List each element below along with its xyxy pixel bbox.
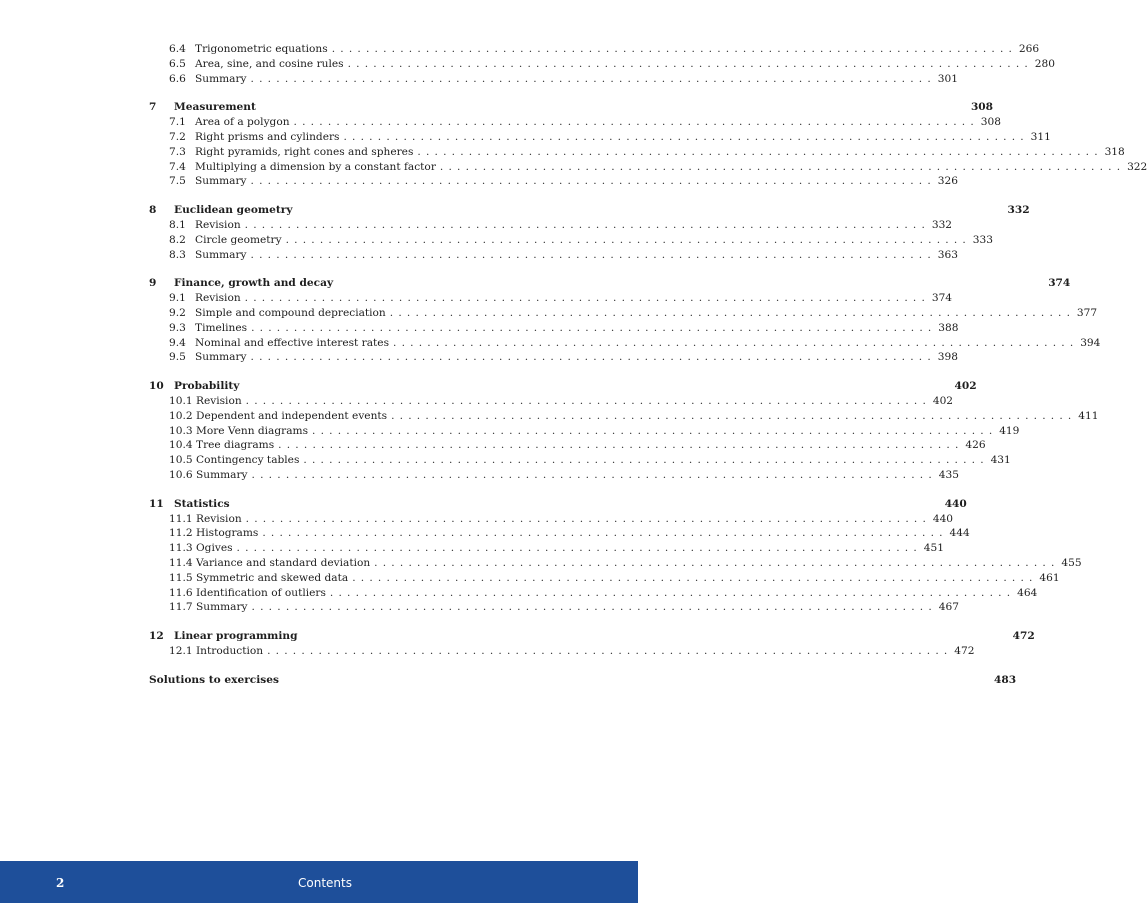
entry-page: 411	[1078, 409, 1099, 422]
chapter-number: 12	[149, 630, 164, 643]
entry-page: 419	[999, 424, 1020, 437]
entry-number: 11.4	[169, 556, 193, 569]
dot-leader: ................................................................................	[278, 439, 964, 452]
entry-page: 332	[931, 218, 953, 231]
chapter-heading[interactable]	[149, 379, 977, 394]
toc-entry[interactable]	[149, 57, 1055, 72]
toc-entry[interactable]	[149, 394, 954, 409]
chapter-number: 11	[149, 497, 164, 510]
entry-page: 374	[931, 292, 953, 305]
toc-entry[interactable]	[149, 600, 959, 615]
entry-number: 7.5	[169, 175, 186, 188]
chapter-title: Linear programming	[174, 630, 298, 643]
toc-entry[interactable]	[149, 541, 944, 556]
entry-number: 7.3	[169, 145, 186, 158]
toc-entry[interactable]	[149, 248, 958, 263]
toc-entry[interactable]	[149, 586, 1038, 601]
chapter-page: 308	[970, 101, 994, 114]
dot-leader: ................................................................................	[251, 601, 937, 614]
toc-entry[interactable]	[149, 145, 1125, 160]
entry-number: 11.6	[169, 586, 193, 599]
entry-number: 9.1	[169, 292, 186, 305]
leader-space	[260, 100, 971, 115]
dot-leader: ................................................................................	[267, 644, 953, 657]
toc-entry[interactable]	[149, 321, 959, 336]
entry-number: 10.5	[169, 454, 193, 467]
entry-page: 451	[923, 542, 944, 555]
leader-space	[296, 203, 1007, 218]
leader-space	[243, 379, 954, 394]
entry-number: 11.3	[169, 542, 193, 555]
entry-title: Revision	[195, 292, 241, 305]
entry-page: 467	[938, 601, 959, 614]
entry-title: Introduction	[196, 644, 264, 657]
entry-number: 10.1	[169, 394, 193, 407]
entry-title: Revision	[196, 394, 242, 407]
dot-leader: ................................................................................	[329, 586, 1016, 599]
entry-title: Nominal and effective interest rates	[195, 336, 390, 349]
entry-number: 7.1	[169, 116, 186, 129]
entry-page: 464	[1017, 586, 1038, 599]
entry-page: 402	[932, 394, 954, 407]
dot-leader: ................................................................................	[312, 424, 998, 437]
chapter-heading[interactable]	[149, 100, 994, 115]
entry-number: 7.2	[169, 130, 186, 143]
entry-title: Contingency tables	[196, 454, 300, 467]
entry-number: 9.5	[169, 351, 186, 364]
entry-page: 311	[1030, 130, 1051, 143]
entry-number: 8.3	[169, 248, 186, 261]
dot-leader: ................................................................................	[343, 130, 1029, 143]
solutions-heading[interactable]	[149, 673, 1017, 688]
dot-leader: ................................................................................	[250, 248, 936, 261]
toc-entry[interactable]	[149, 571, 1060, 586]
toc-entry[interactable]	[149, 160, 1147, 175]
page-number: 2	[56, 876, 65, 890]
entry-title: Right prisms and cylinders	[195, 130, 340, 143]
entry-number: 8.1	[169, 218, 186, 231]
entry-title: More Venn diagrams	[196, 424, 309, 437]
toc-entry[interactable]	[149, 42, 1040, 57]
entry-title: Histograms	[196, 527, 259, 540]
dot-leader: ................................................................................	[250, 175, 936, 188]
entry-page: 426	[965, 439, 986, 452]
dot-leader: ................................................................................	[374, 556, 1060, 569]
dot-leader: ................................................................................	[236, 542, 922, 555]
dot-leader: ................................................................................	[244, 292, 931, 305]
toc-entry[interactable]	[149, 526, 970, 541]
chapter-page: 440	[944, 497, 967, 510]
toc-chapter-11	[149, 497, 1082, 615]
toc-entry[interactable]	[149, 218, 953, 233]
toc-entry[interactable]	[149, 233, 993, 248]
entry-title: Circle geometry	[195, 233, 282, 246]
toc-entry[interactable]	[149, 350, 958, 365]
entry-number: 10.4	[169, 439, 193, 452]
dot-leader: ................................................................................	[303, 454, 989, 467]
table-of-contents	[149, 42, 1147, 687]
entry-number: 11.2	[169, 527, 193, 540]
entry-number: 6.4	[169, 43, 186, 55]
dot-leader: ................................................................................	[250, 351, 936, 364]
chapter-title: Measurement	[174, 101, 256, 114]
chapter-heading[interactable]	[149, 203, 1030, 218]
entry-number: 11.7	[169, 601, 193, 614]
chapter-title: Statistics	[174, 497, 230, 510]
chapter-page: 374	[1048, 277, 1071, 290]
entry-number: 12.1	[169, 644, 193, 657]
chapter-title: Finance, growth and decay	[174, 277, 334, 290]
entry-number: 9.4	[169, 336, 186, 349]
leader-space	[283, 673, 994, 688]
entry-number: 10.2	[169, 409, 193, 422]
dot-leader: ................................................................................	[391, 409, 1077, 422]
toc-chapter-12	[149, 629, 1035, 659]
toc-section-6-continued	[149, 42, 1055, 86]
footer-title: Contents	[298, 876, 352, 890]
dot-leader: ................................................................................	[250, 72, 936, 85]
entry-page: 333	[972, 233, 993, 246]
dot-leader: ................................................................................	[262, 527, 948, 540]
chapter-page: 472	[1012, 630, 1035, 643]
leader-space	[302, 629, 1013, 644]
dot-leader: ................................................................................	[417, 145, 1103, 158]
entry-title: Revision	[195, 218, 241, 231]
chapter-number: 8	[149, 204, 157, 217]
toc-chapter-9	[149, 276, 1101, 365]
leader-space	[337, 276, 1048, 291]
chapter-number: 7	[149, 101, 157, 114]
toc-entry[interactable]	[149, 174, 958, 189]
toc-chapter-7	[149, 100, 1147, 189]
entry-page: 394	[1080, 336, 1101, 349]
entry-number: 11.5	[169, 571, 193, 584]
entry-page: 363	[937, 248, 958, 261]
entry-page: 455	[1061, 556, 1082, 569]
entry-page: 326	[937, 175, 958, 188]
dot-leader: ................................................................................	[251, 321, 937, 334]
entry-page: 308	[980, 116, 1001, 129]
entry-title: Symmetric and skewed data	[196, 571, 349, 584]
chapter-number: 9	[149, 277, 157, 290]
entry-number: 7.4	[169, 160, 186, 173]
entry-title: Identification of outliers	[196, 586, 326, 599]
entry-title: Summary	[195, 351, 247, 364]
entry-page: 377	[1076, 306, 1098, 319]
toc-entry[interactable]	[149, 306, 1098, 321]
dot-leader: ................................................................................	[389, 306, 1076, 319]
entry-title: Summary	[195, 72, 247, 85]
page-footer	[0, 861, 638, 903]
entry-title: Dependent and independent events	[196, 409, 388, 422]
entry-number: 9.3	[169, 321, 186, 334]
toc-entry[interactable]	[149, 468, 959, 483]
toc-entry[interactable]	[149, 115, 1001, 130]
entry-number: 11.1	[169, 512, 193, 525]
chapter-heading[interactable]	[149, 276, 1071, 291]
entry-page: 280	[1034, 57, 1055, 70]
dot-leader: ................................................................................	[352, 571, 1038, 584]
dot-leader: ................................................................................	[347, 57, 1033, 70]
chapter-number: 10	[149, 380, 164, 393]
dot-leader: ................................................................................	[245, 512, 932, 525]
dot-leader: ................................................................................	[245, 394, 932, 407]
toc-entry[interactable]	[149, 438, 986, 453]
toc-entry[interactable]	[149, 453, 1011, 468]
dot-leader: ................................................................................	[393, 336, 1079, 349]
entry-title: Area of a polygon	[195, 116, 290, 129]
entry-page: 266	[1018, 43, 1040, 55]
dot-leader: ................................................................................	[293, 116, 979, 129]
toc-entry[interactable]	[149, 130, 1051, 145]
entry-title: Trigonometric equations	[195, 43, 328, 55]
solutions-title: Solutions to exercises	[149, 673, 279, 686]
entry-title: Revision	[196, 512, 242, 525]
toc-entry[interactable]	[149, 512, 954, 527]
toc-entry[interactable]	[149, 336, 1101, 351]
entry-title: Summary	[195, 248, 247, 261]
toc-entry[interactable]	[149, 291, 953, 306]
entry-page: 301	[937, 72, 958, 85]
entry-title: Variance and standard deviation	[196, 556, 371, 569]
entry-page: 318	[1104, 145, 1125, 158]
entry-page: 431	[990, 454, 1011, 467]
entry-title: Ogives	[196, 542, 233, 555]
chapter-title: Probability	[174, 380, 240, 393]
toc-entry[interactable]	[149, 409, 1099, 424]
entry-number: 6.6	[169, 72, 186, 85]
entry-number: 10.6	[169, 468, 193, 481]
leader-space	[234, 497, 945, 512]
entry-title: Simple and compound depreciation	[195, 306, 386, 319]
entry-page: 435	[938, 468, 959, 481]
entry-title: Area, sine, and cosine rules	[195, 57, 344, 70]
entry-page: 472	[954, 644, 975, 657]
dot-leader: ................................................................................	[244, 218, 931, 231]
entry-page: 440	[932, 512, 954, 525]
entry-title: Summary	[196, 468, 248, 481]
entry-title: Summary	[195, 175, 247, 188]
entry-number: 6.5	[169, 57, 186, 70]
entry-page: 461	[1039, 571, 1060, 584]
entry-number: 10.3	[169, 424, 193, 437]
toc-solutions	[149, 673, 1017, 688]
chapter-heading[interactable]	[149, 497, 967, 512]
toc-entry[interactable]	[149, 72, 958, 87]
entry-title: Right pyramids, right cones and spheres	[195, 145, 414, 158]
entry-number: 9.2	[169, 306, 186, 319]
entry-title: Multiplying a dimension by a constant factor	[195, 160, 436, 173]
chapter-title: Euclidean geometry	[174, 204, 293, 217]
entry-title: Timelines	[195, 321, 248, 334]
entry-page: 398	[937, 351, 958, 364]
toc-chapter-10	[149, 379, 1099, 483]
toc-entry[interactable]	[149, 556, 1082, 571]
entry-page: 444	[949, 527, 970, 540]
entry-number: 8.2	[169, 233, 186, 246]
entry-page: 322	[1127, 160, 1147, 173]
dot-leader: ................................................................................	[251, 468, 937, 481]
dot-leader: ................................................................................	[331, 43, 1018, 55]
entry-page: 388	[938, 321, 959, 334]
dot-leader: ................................................................................	[285, 233, 971, 246]
chapter-page: 402	[954, 380, 977, 393]
entry-title: Tree diagrams	[196, 439, 275, 452]
solutions-page: 483	[994, 673, 1017, 686]
toc-entry[interactable]	[149, 644, 975, 659]
toc-chapter-8	[149, 203, 1030, 262]
entry-title: Summary	[196, 601, 248, 614]
chapter-heading[interactable]	[149, 629, 1035, 644]
toc-entry[interactable]	[149, 424, 1020, 439]
dot-leader: ................................................................................	[439, 160, 1126, 173]
chapter-page: 332	[1007, 204, 1030, 217]
